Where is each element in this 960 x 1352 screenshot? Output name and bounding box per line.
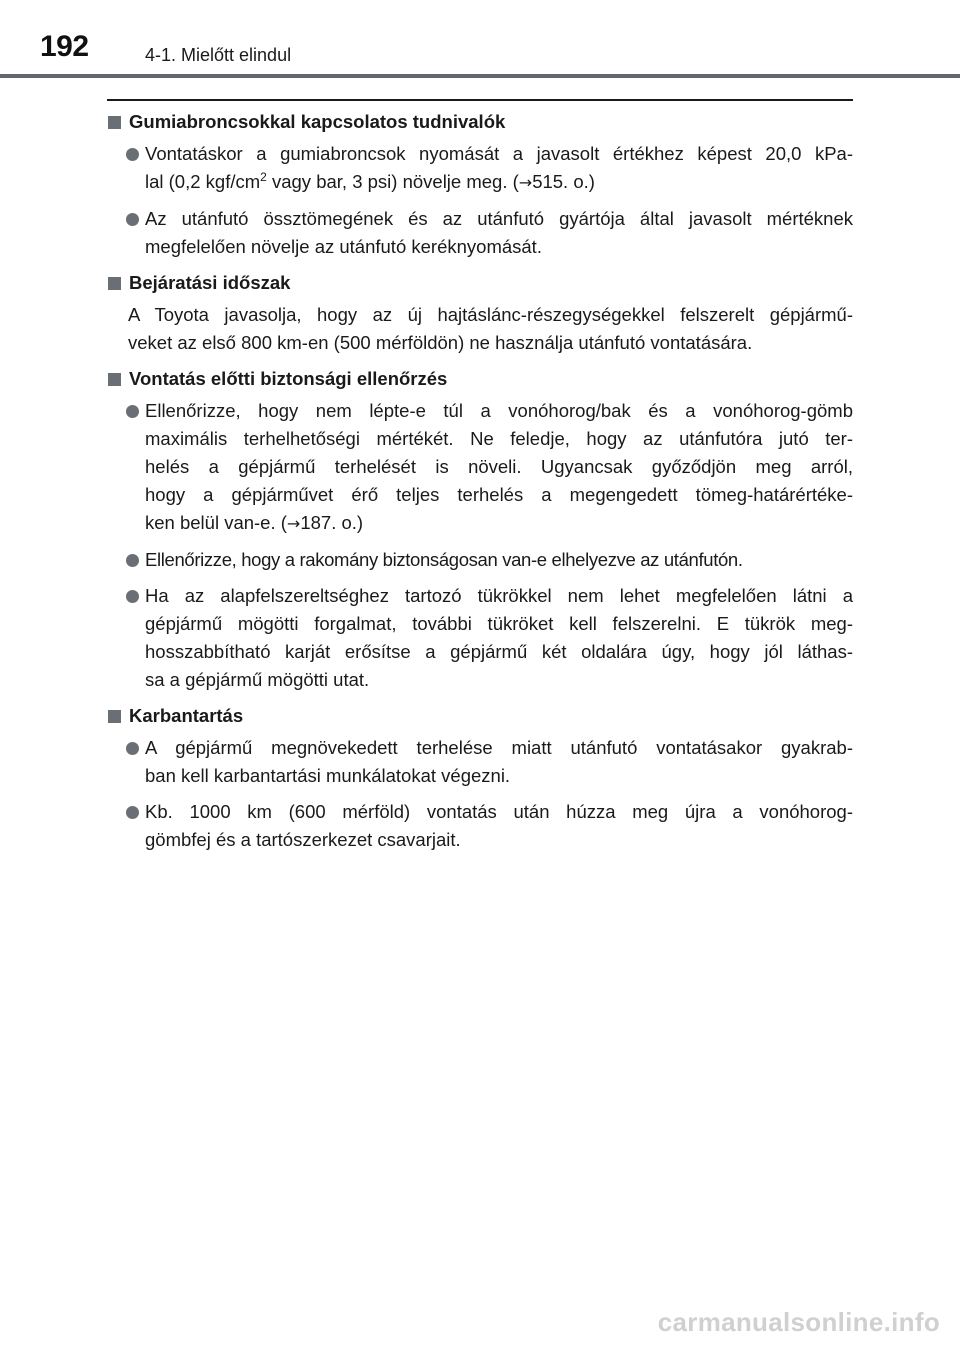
text-line: Az utánfutó össztömegének és az utánfutó gyártója által javasolt mértéknek [145, 208, 853, 229]
square-bullet-icon [108, 277, 121, 290]
round-bullet-icon [126, 590, 139, 603]
page-content [107, 108, 853, 862]
text-line: Ellenőrizze, hogy nem lépte-e túl a vonóhorog/bak és a vonóhorog-gömb [145, 400, 853, 421]
page-number: 192 [40, 30, 89, 63]
paragraph [107, 301, 853, 357]
section-heading [107, 269, 853, 297]
text-line: megfelelően növelje az utánfutó keréknyomását. [145, 236, 542, 257]
list-item [107, 397, 853, 538]
text-fragment: vagy bar, 3 psi) növelje meg. ( [266, 171, 519, 192]
section-title: 4-1. Mielőtt elindul [145, 45, 292, 65]
heading-text: Karbantartás [129, 705, 244, 726]
round-bullet-icon [126, 405, 139, 418]
square-bullet-icon [108, 116, 121, 129]
heading-text: Gumiabroncsokkal kapcsolatos tudnivalók [129, 111, 506, 132]
section-heading [107, 365, 853, 393]
watermark: carmanualsonline.info [657, 1307, 940, 1337]
round-bullet-icon [126, 213, 139, 226]
text-line: hogy a gépjárművet érő teljes terhelés a megengedett tömeg-határértéke- [145, 484, 853, 505]
square-bullet-icon [108, 710, 121, 723]
section-heading [107, 702, 853, 730]
text-fragment: ken belül van-e. ( [145, 512, 287, 533]
text-line: sa a gépjármű mögötti utat. [145, 669, 370, 690]
text-line [145, 509, 853, 538]
list-item [107, 205, 853, 261]
round-bullet-icon [126, 742, 139, 755]
text-line: A gépjármű megnövekedett terhelése miatt utánfutó vontatásakor gyakrab- [145, 737, 853, 758]
round-bullet-icon [126, 806, 139, 819]
list-item [107, 140, 853, 197]
section-safety-check [107, 365, 853, 694]
superscript: 2 [260, 170, 267, 184]
heading-text: Vontatás előtti biztonsági ellenőrzés [129, 368, 448, 389]
text-line [145, 168, 853, 197]
text-line: ban kell karbantartási munkálatokat végezni. [145, 765, 511, 786]
section-heading [107, 108, 853, 136]
header-rule [0, 74, 960, 78]
text-line: maximális terhelhetőségi mértékét. Ne feledje, hogy az utánfutóra jutó ter- [145, 428, 853, 449]
text-line: Ha az alapfelszereltséghez tartozó tükrökkel nem lehet megfelelően látni a [145, 585, 853, 606]
section-break-in [107, 269, 853, 357]
text-line: Vontatáskor a gumiabroncsok nyomását a javasolt értékhez képest 20,0 kPa- [145, 143, 853, 164]
list-item [107, 546, 853, 574]
section-tires [107, 108, 853, 261]
heading-text: Bejáratási időszak [129, 272, 291, 293]
round-bullet-icon [126, 148, 139, 161]
content-rule [107, 99, 853, 101]
page-header [0, 0, 960, 80]
page-reference-link[interactable]: 187. o.) [300, 512, 364, 533]
text-line: hosszabbítható karját erősítse a gépjármű két oldalára úgy, hogy jól láthas- [145, 641, 853, 662]
text-line: helés a gépjármű terhelését is növeli. Ugyancsak győződjön meg arról, [145, 456, 853, 477]
arrow-right-icon: → [286, 514, 301, 533]
page-reference-link[interactable]: 515. o.) [532, 171, 595, 192]
square-bullet-icon [108, 373, 121, 386]
list-item [107, 582, 853, 694]
text-line: Kb. 1000 km (600 mérföld) vontatás után húzza meg újra a vonóhorog- [145, 801, 853, 822]
round-bullet-icon [126, 554, 139, 567]
arrow-right-icon: → [518, 173, 533, 192]
text-line: A Toyota javasolja, hogy az új hajtáslánc-részegységekkel felszerelt gépjármű- [128, 304, 853, 325]
text-line: Ellenőrizze, hogy a rakomány biztonságosan van-e elhelyezve az utánfutón. [145, 549, 743, 570]
text-line: gépjármű mögötti forgalmat, további tükröket kell felszerelni. E tükrök meg- [145, 613, 853, 634]
text-line: gömbfej és a tartószerkezet csavarjait. [145, 829, 461, 850]
list-item [107, 798, 853, 854]
section-maintenance [107, 702, 853, 854]
text-line: veket az első 800 km-en (500 mérföldön) ne használja utánfutó vontatására. [128, 332, 753, 353]
text-fragment: lal (0,2 kgf/cm [145, 171, 261, 192]
list-item [107, 734, 853, 790]
